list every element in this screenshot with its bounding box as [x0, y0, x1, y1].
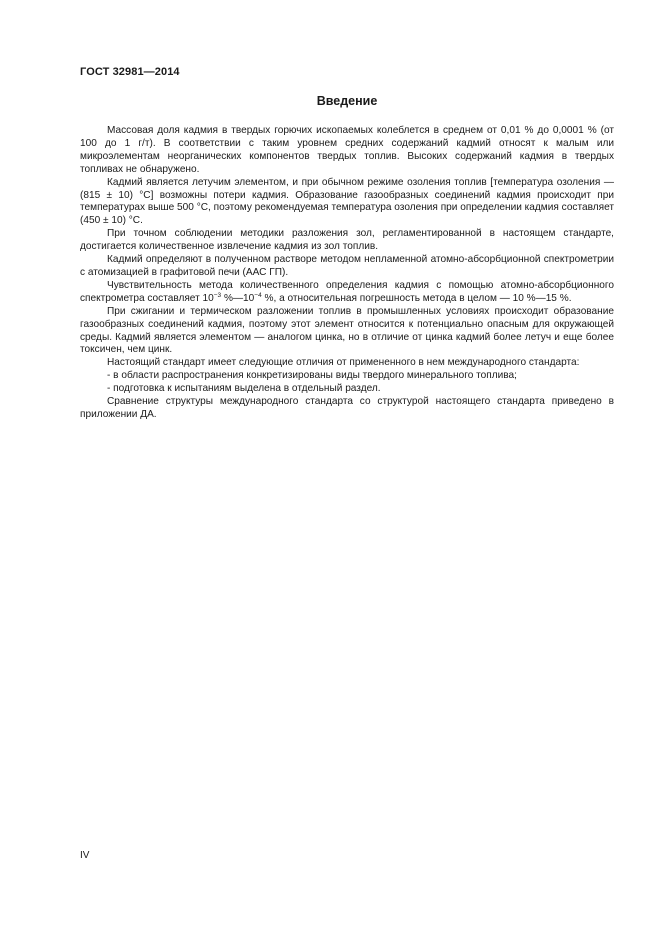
paragraph-environmental-hazard: При сжигании и термическом разложении топлив в промышленных условиях происходит образование газообразных соединений кадмия, поэтому этот элемент относится к потенциально опасным для окружающей среды. Кадмий является элементом — аналогом цинка, но в отличие от цинка кадмий более летуч и еще более токсичен, чем цинк. [80, 305, 614, 356]
introduction-body [80, 125, 614, 422]
paragraph-cadmium-volatility: Кадмий является летучим элементом, и при обычном режиме озоления топлив [температура озоления — (815 ± 10) °C] возможны потери кадмия. Образование газообразных соединений кадмия происходит при температурах выше 500 °C, поэтому рекомендуемая температура озоления при определении кадмия составляет (450 ± 10) °C. [80, 176, 614, 227]
sensitivity-text-end: %, а относительная погрешность метода в целом — 10 %—15 %. [261, 292, 572, 304]
sensitivity-text-middle: %—10 [221, 292, 255, 304]
paragraph-cadmium-content: Массовая доля кадмия в твердых горючих ископаемых колеблется в среднем от 0,01 % до 0,0001 % (от 100 до 1 г/т). В соответствии с таким уровнем средних содержаний кадмий относят к малым или микроэлементам неорганических компонентов твердых топлив. Высоких содержаний кадмия в твердых топливах не обнаружено. [80, 125, 614, 175]
section-title: Введение [316, 94, 378, 108]
difference-item: - подготовка к испытаниям выделена в отдельный раздел. [107, 383, 381, 395]
sensitivity-text-start: Чувствительность метода количественного определения кадмия с помощью атомно-абсорбционного спектрометра составляет 10 [80, 279, 614, 304]
paragraph-method-sensitivity [80, 280, 614, 306]
sensitivity-exponent-1: −3 [213, 291, 222, 299]
paragraph-ash-decomposition: При точном соблюдении методики разложения зол, регламентированной в настоящем стандарте, достигается количественное извлечение кадмия из зол топлив. [80, 228, 614, 253]
paragraph-differences-intro: Настоящий стандарт имеет следующие отличия от примененного в нем международного стандарта: [107, 357, 580, 369]
paragraph-determination-method: Кадмий определяют в полученном растворе методом непламенной атомно-абсорбционной спектрометрии с атомизацией в графитовой печи (ААС ГП). [80, 254, 614, 278]
page-number: IV [80, 850, 90, 861]
paragraph-structure-comparison: Сравнение структуры международного стандарта со структурой настоящего стандарта приведено в приложении ДА. [80, 396, 614, 420]
document-code: ГОСТ 32981—2014 [80, 66, 180, 78]
sensitivity-exponent-2: −4 [254, 291, 262, 299]
difference-item: - в области распространения конкретизированы виды твердого минерального топлива; [107, 370, 517, 382]
